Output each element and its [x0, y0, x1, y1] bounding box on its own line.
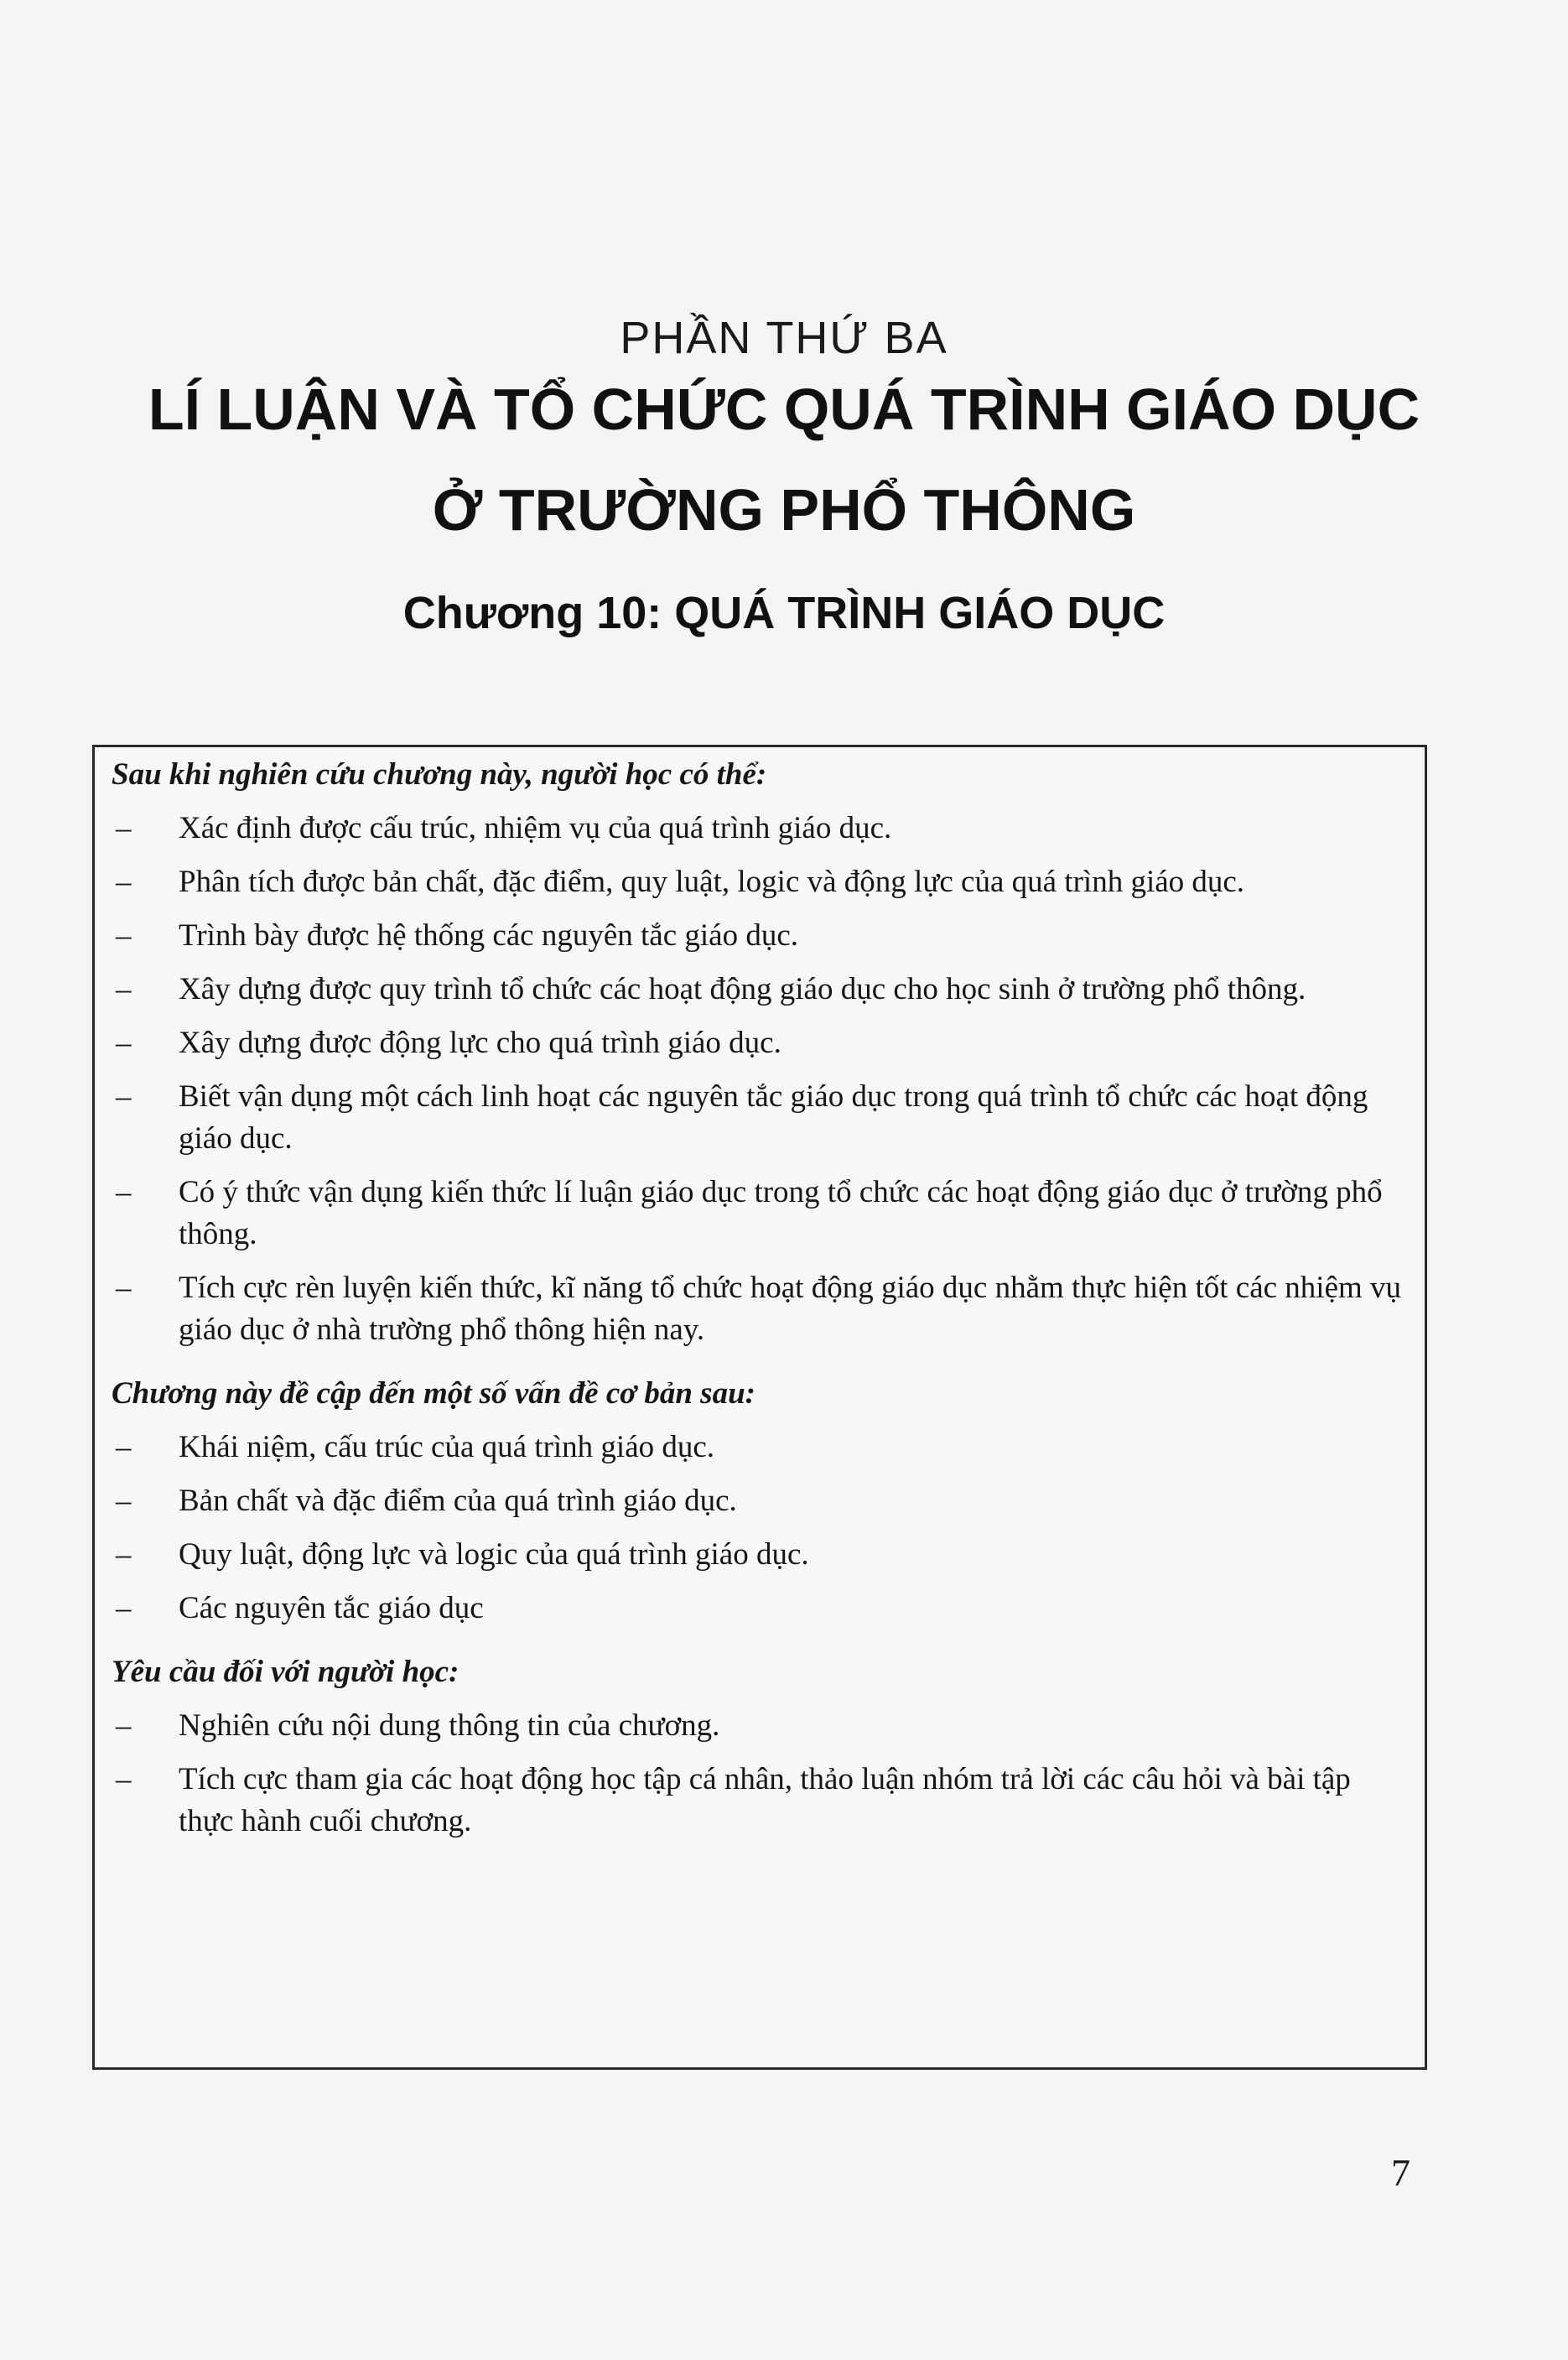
chapter-heading: Chương 10: QUÁ TRÌNH GIÁO DỤC — [402, 588, 1166, 638]
part-label: PHẦN THỨ BA — [620, 313, 948, 363]
list-item: – Xây dựng được động lực cho quá trình giáo dục. — [116, 1026, 781, 1060]
page-number: 7 — [1391, 2151, 1410, 2194]
objectives-heading: Sau khi nghiên cứu chương này, người học có thể: — [112, 757, 767, 792]
list-item-text: Có ý thức vận dụng kiến thức lí luận giáo dục trong tổ chức các hoạt động giáo dục ở trường phổ thông. — [179, 1175, 1383, 1251]
list-item-text: Tích cực rèn luyện kiến thức, kĩ năng tổ chức hoạt động giáo dục nhằm thực hiện tốt các nhiệm vụ giáo dục ở nhà trường phổ thông hiện nay. — [179, 1271, 1402, 1347]
list-item-text: Xác định được cấu trúc, nhiệm vụ của quá trình giáo dục. — [179, 811, 892, 845]
list-item-text: Tích cực tham gia các hoạt động học tập cá nhân, thảo luận nhóm trả lời các câu hỏi và bài tập thực hành cuối chương. — [179, 1762, 1351, 1838]
list-item: – Các nguyên tắc giáo dục — [116, 1591, 484, 1625]
requirements-heading: Yêu cầu đối với người học: — [112, 1655, 459, 1689]
list-item: – Quy luật, động lực và logic của quá trình giáo dục. — [116, 1537, 809, 1572]
list-item: – Xác định được cấu trúc, nhiệm vụ của quá trình giáo dục. — [116, 811, 892, 845]
list-item-text: Biết vận dụng một cách linh hoạt các nguyên tắc giáo dục trong quá trình tổ chức các hoạt động giáo dục. — [179, 1079, 1368, 1156]
list-item: – Khái niệm, cấu trúc của quá trình giáo dục. — [116, 1430, 715, 1464]
box-content — [112, 754, 1411, 1843]
page-title-line-2: Ở TRƯỜNG PHỔ THÔNG — [432, 477, 1136, 543]
learning-objectives-box — [92, 745, 1427, 2070]
list-item: – Trình bày được hệ thống các nguyên tắc giáo dục. — [116, 918, 799, 953]
list-item-text: Khái niệm, cấu trúc của quá trình giáo dục. — [179, 1430, 715, 1464]
list-item-text: Quy luật, động lực và logic của quá trình giáo dục. — [179, 1537, 809, 1572]
list-item: – Biết vận dụng một cách linh hoạt các nguyên tắc giáo dục trong quá trình tổ chức các hoạt động giáo dục. — [116, 1079, 1368, 1156]
list-item: – Phân tích được bản chất, đặc điểm, quy luật, logic và động lực của quá trình giáo dục. — [116, 865, 1245, 899]
list-item: – Xây dựng được quy trình tổ chức các hoạt động giáo dục cho học sinh ở trường phổ thông. — [116, 972, 1306, 1006]
list-item-text: Các nguyên tắc giáo dục — [179, 1591, 484, 1625]
list-item-text: Bản chất và đặc điểm của quá trình giáo dục. — [179, 1484, 737, 1518]
list-item: – Tích cực rèn luyện kiến thức, kĩ năng tổ chức hoạt động giáo dục nhằm thực hiện tốt các nhiệm vụ giáo dục ở nhà trường phổ thông hiện nay. — [116, 1271, 1402, 1347]
topics-heading: Chương này đề cập đến một số vấn đề cơ bản sau: — [112, 1376, 755, 1411]
list-item: – Nghiên cứu nội dung thông tin của chương. — [116, 1708, 720, 1743]
list-item: – Có ý thức vận dụng kiến thức lí luận giáo dục trong tổ chức các hoạt động giáo dục ở trường phổ thông. — [116, 1175, 1383, 1251]
list-item-text: Xây dựng được quy trình tổ chức các hoạt động giáo dục cho học sinh ở trường phổ thông. — [179, 972, 1306, 1006]
list-item-text: Trình bày được hệ thống các nguyên tắc giáo dục. — [179, 918, 799, 953]
list-item-text: Nghiên cứu nội dung thông tin của chương. — [179, 1708, 720, 1743]
page-title-line-1: LÍ LUẬN VÀ TỔ CHỨC QUÁ TRÌNH GIÁO DỤC — [148, 377, 1420, 442]
list-item-text: Xây dựng được động lực cho quá trình giáo dục. — [179, 1026, 781, 1060]
list-item-text: Phân tích được bản chất, đặc điểm, quy luật, logic và động lực của quá trình giáo dục. — [179, 865, 1245, 899]
list-item: – Tích cực tham gia các hoạt động học tập cá nhân, thảo luận nhóm trả lời các câu hỏi và bài tập thực hành cuối chương. — [116, 1762, 1351, 1838]
list-item: – Bản chất và đặc điểm của quá trình giáo dục. — [116, 1484, 737, 1518]
